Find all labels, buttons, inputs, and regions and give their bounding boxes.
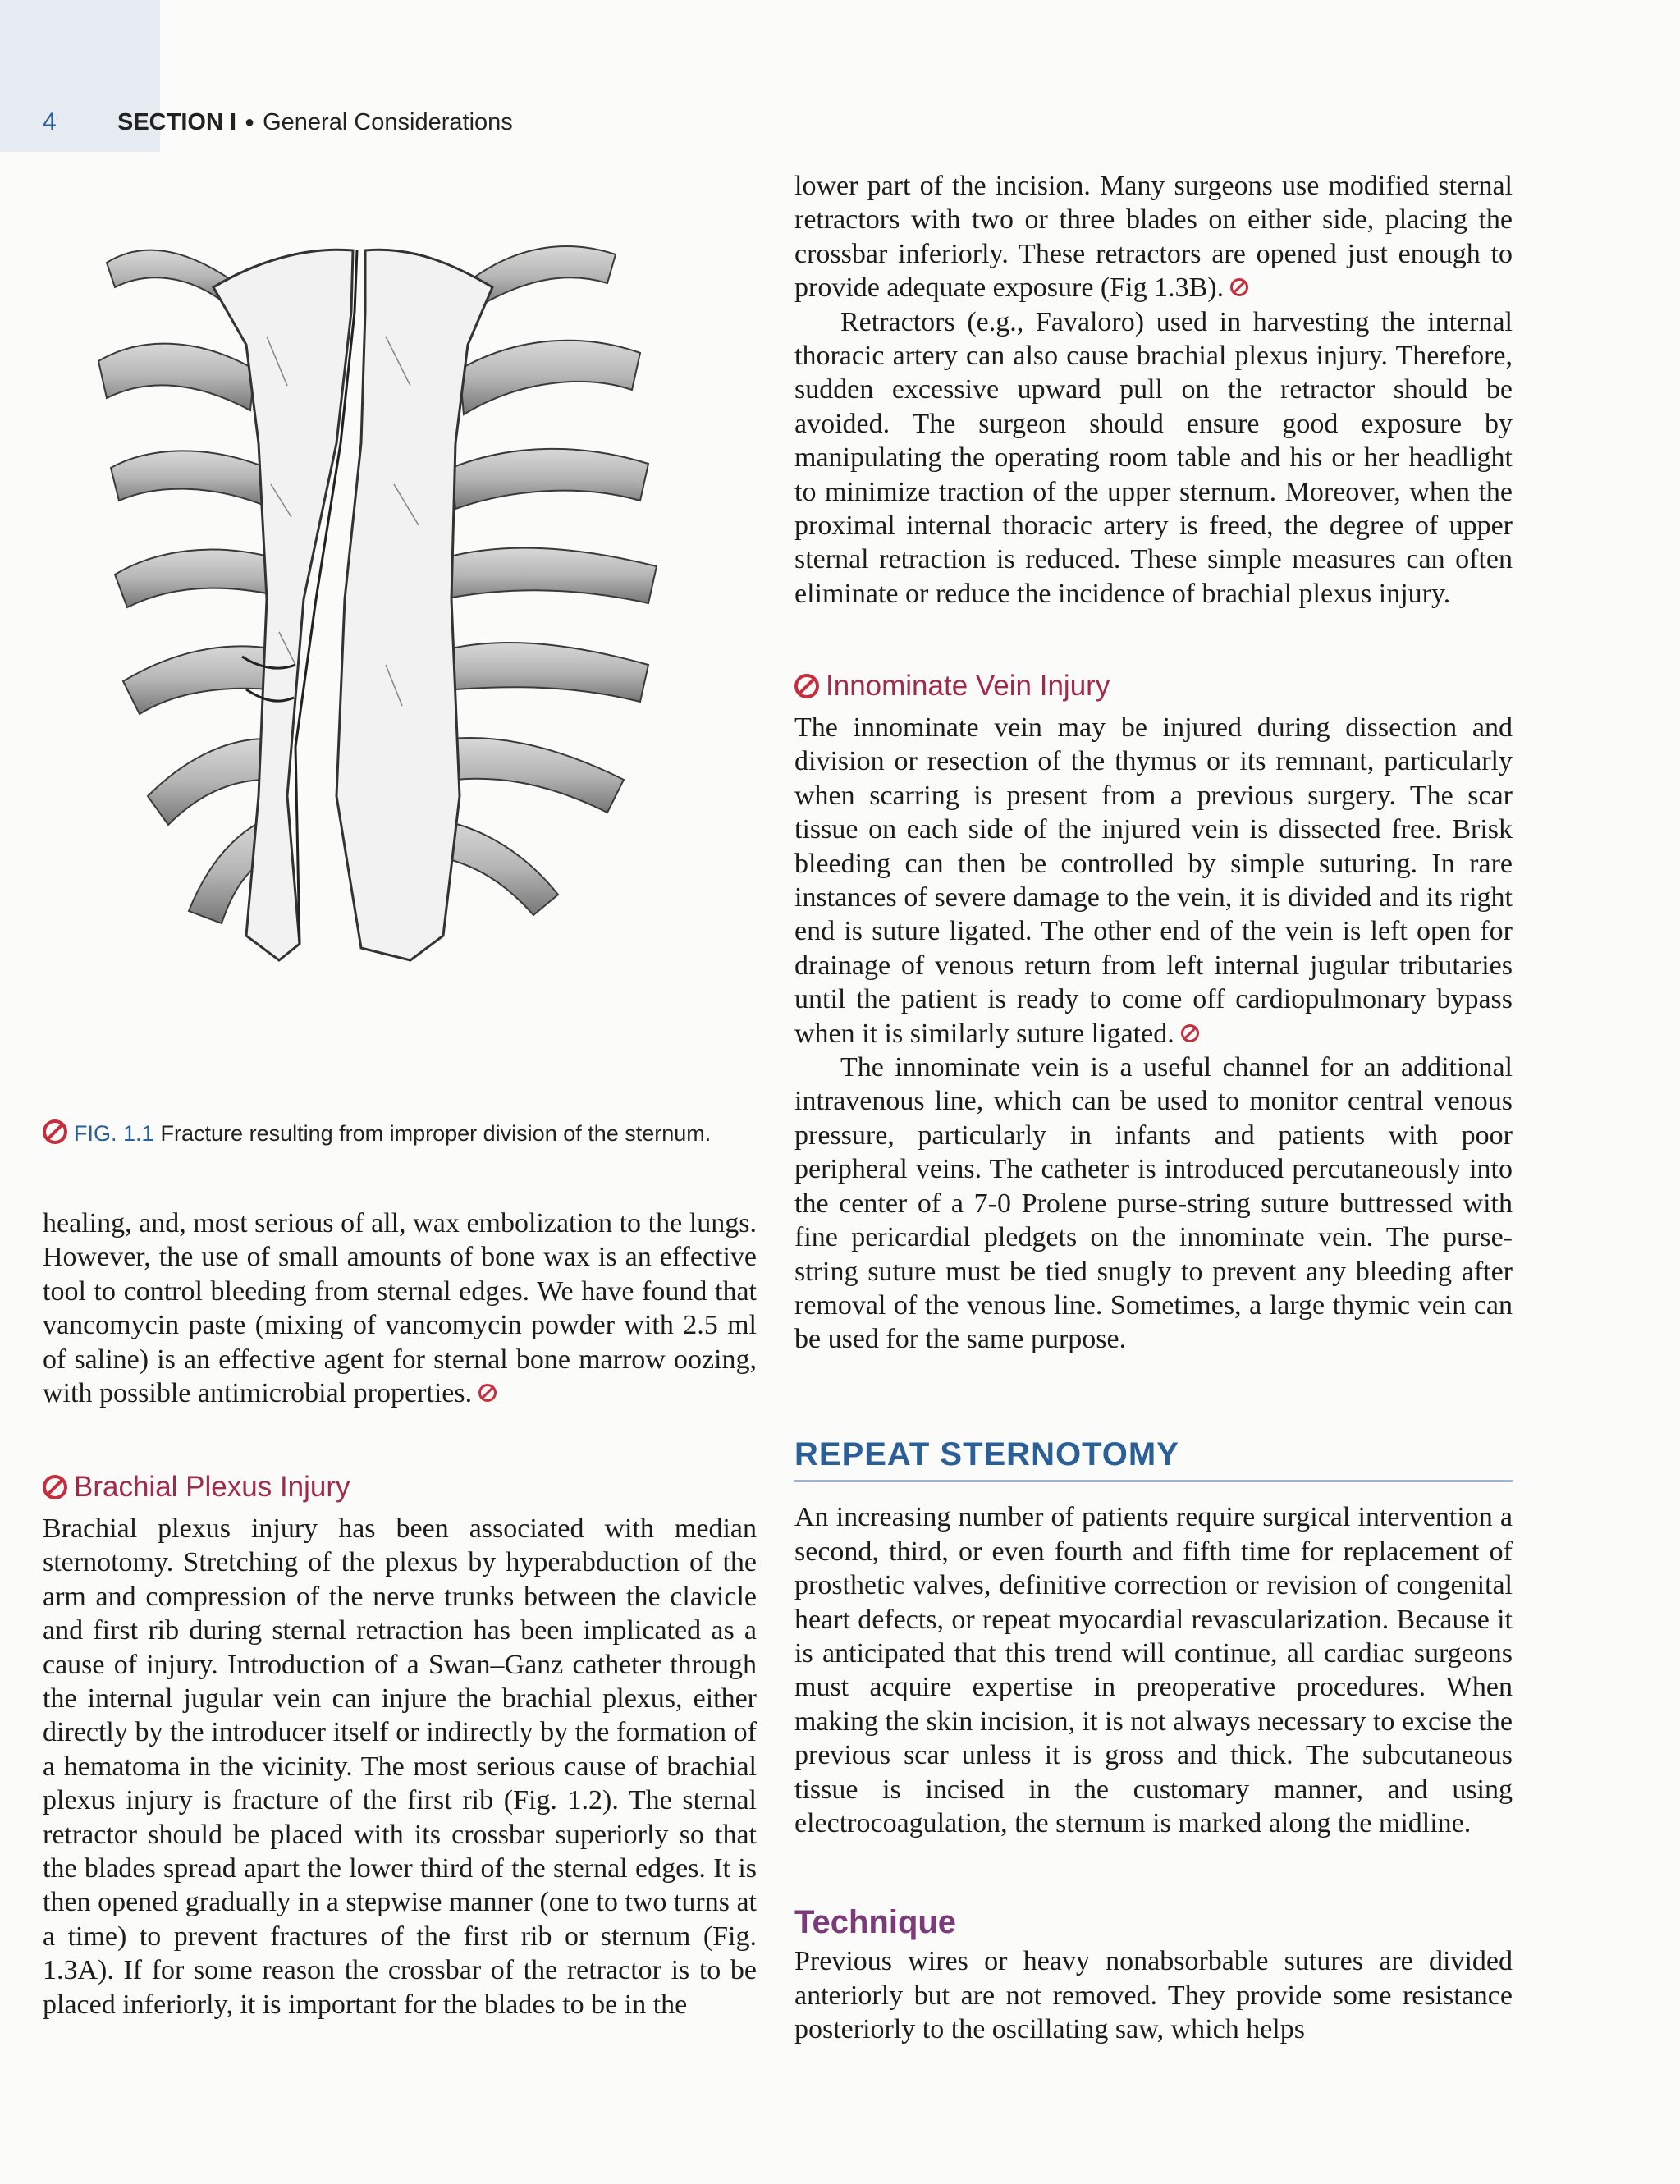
sub-heading: Technique xyxy=(794,1904,957,1940)
caption-text: Fracture resulting from improper division of the sternum. xyxy=(160,1121,712,1146)
brachial-section xyxy=(43,1467,757,2021)
body-paragraph xyxy=(43,1206,757,1410)
section-heading xyxy=(794,666,1513,706)
bullet-separator: ● xyxy=(245,113,255,131)
paragraph-text: healing, and, most serious of all, wax embolization to the lungs. However, the use of small amounts of bone wax is an effective tool to control bleeding from sternal edges. We have found that vancomycin paste (mixing of vancomycin powder with 2.5 ml of saline) is an effective agent for sternal bone marrow oozing, with possible antimicrobial properties. xyxy=(43,1208,757,1409)
paragraph-text: lower part of the incision. Many surgeons use modified sternal retractors with two or three blades on either side, placing the crossbar inferiorly. These retractors are opened just enough to provide adequate exposure (Fig 1.3B). xyxy=(794,171,1513,304)
prohibition-circle-icon xyxy=(478,1384,497,1402)
heading-text: Innominate Vein Injury xyxy=(826,670,1110,702)
right-column-top xyxy=(794,169,1513,611)
section-title: General Considerations xyxy=(263,109,513,135)
prohibition-circle-icon xyxy=(794,674,819,698)
prohibition-circle-icon xyxy=(1181,1024,1199,1042)
main-heading: REPEAT STERNOTOMY xyxy=(794,1438,1513,1482)
body-paragraph xyxy=(794,169,1513,305)
prohibition-circle-icon xyxy=(43,1119,67,1144)
prohibition-circle-icon xyxy=(1230,278,1248,296)
body-paragraph: Previous wires or heavy nonabsorbable sutures are divided anteriorly but are not removed. They provide some resistance posteriorly to the oscillating saw, which helps xyxy=(794,1946,1513,2045)
body-paragraph: Brachial plexus injury has been associated with median sternotomy. Stretching of the plexus by hyperabduction of the arm and compression of the nerve trunks between the clavicle and first rib during sternal retraction has been implicated as a cause of injury. Introduction of a Swan–Ganz catheter through the internal jugular vein can injure the brachial plexus, either directly by the introducer itself or indirectly by the formation of a hematoma in the vicinity. The most serious cause of brachial plexus injury is fracture of the first rib (Fig. 1.2). The sternal retractor should be placed with its crossbar superiorly so that the blades spread apart the lower third of the sternal edges. It is then opened gradually in a stepwise manner (one to two turns at a time) to prevent fractures of the first rib or sternum (Fig. 1.3A). If for some reason the crossbar of the retractor is to be placed inferiorly, it is important for the blades to be in the xyxy=(43,1513,757,2020)
sternum-fracture-illustration xyxy=(90,172,747,1116)
prohibition-circle-icon xyxy=(43,1475,67,1499)
figure-caption xyxy=(43,1118,765,1149)
heading-text: Brachial Plexus Injury xyxy=(74,1471,350,1503)
innominate-section xyxy=(794,666,1513,1357)
page-number: 4 xyxy=(43,108,57,135)
body-paragraph xyxy=(794,711,1513,1051)
running-head xyxy=(117,109,513,136)
body-paragraph: The innominate vein is a useful channel for an additional intravenous line, which can be used to monitor central venous pressure, particularly in infants and patients with poor peripheral veins. The catheter is introduced percutaneously into the center of a 7-0 Prolene purse-string suture buttressed with fine pericardial pledgets on the innominate vein. The purse-string suture must be tied snugly to prevent any bleeding after removal of the venous line. Sometimes, a large thymic vein can be used for the same purpose. xyxy=(794,1052,1513,1355)
section-label: SECTION I xyxy=(117,109,237,135)
repeat-sternotomy-section xyxy=(794,1438,1513,1840)
technique-section xyxy=(794,1906,1513,2047)
body-paragraph: An increasing number of patients require surgical intervention a second, third, or even fourth and fifth time for replacement of prosthetic valves, definitive correction or revision of congenital heart defects, or repeat myocardial revascularization. Because it is anticipated that this trend will continue, all cardiac surgeons must acquire expertise in preoperative procedures. When making the skin incision, it is not always necessary to excise the previous scar unless it is gross and thick. The subcutaneous tissue is incised in the customary manner, and using electrocoagulation, the sternum is marked along the midline. xyxy=(794,1502,1513,1839)
left-column xyxy=(43,1206,757,1410)
figure-label: FIG. 1.1 xyxy=(74,1121,154,1146)
body-paragraph: Retractors (e.g., Favaloro) used in harvesting the internal thoracic artery can also cause brachial plexus injury. Therefore, sudden excessive upward pull on the retractor should be avoided. The surgeon should ensure good exposure by manipulating the operating room table and his or her headlight to minimize traction of the upper sternum. Moreover, when the proximal internal thoracic artery is freed, the degree of upper sternal retraction is reduced. These simple measures can often eliminate or reduce the incidence of brachial plexus injury. xyxy=(794,306,1513,609)
section-heading xyxy=(43,1467,757,1507)
paragraph-text: The innominate vein may be injured during dissection and division or resection of the thymus or its remnant, particularly when scarring is present from a previous surgery. The scar tissue on each side of the injured vein is dissected free. Brisk bleeding can then be controlled by simple suturing. In rare instances of severe damage to the vein, it is divided and its right end is suture ligated. The other end of the vein is left open for drainage of venous return from left internal jugular tributaries until the patient is ready to come off cardiopulmonary bypass when it is similarly suture ligated. xyxy=(794,712,1513,1049)
